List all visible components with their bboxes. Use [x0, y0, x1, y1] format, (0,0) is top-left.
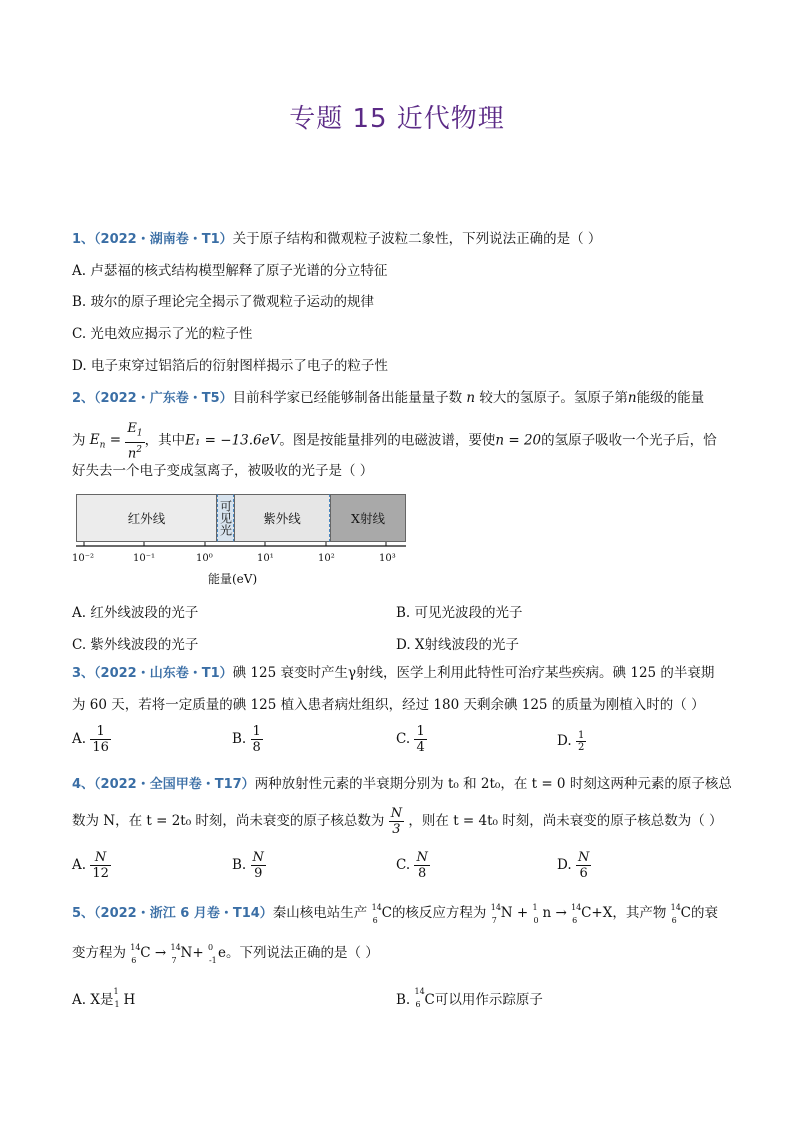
question-3-option-d[interactable]: D. $\frac{1}{2}$	[557, 730, 585, 753]
tick-label: 10⁰	[196, 553, 213, 564]
question-4-option-b[interactable]: B. $\frac{N}{9}$	[232, 850, 264, 881]
question-1-option-d[interactable]: D. 电子束穿过铝箔后的衍射图样揭示了电子的粒子性	[72, 358, 388, 374]
question-1-option-b[interactable]: B. 玻尔的原子理论完全揭示了微观粒子运动的规律	[72, 294, 375, 310]
question-2-stem-line-3: 好失去一个电子变成氢离子，被吸收的光子是（ ）	[72, 463, 374, 479]
question-2-stem-line-2: 为 $E_n$ = $\frac{E_1}{n^2}$ ，其中E₁ = −13.6eV。图是按能量排列的电磁波谱，要使n = 20的氢原子吸收一个光子后，恰	[72, 421, 717, 461]
question-3-stem-line-1: 3、（2022・山东卷・T1）碘 125 衰变时产生γ射线，医学上利用此特性可治疗某些疾病。碘 125 的半衰期	[72, 665, 715, 681]
question-4-stem-line-2: 数为 N，在 t = 2t₀ 时刻，尚未衰变的原子核总数为 $\frac{N}{3}$ ，则在 t = 4t₀ 时刻，尚未衰变的原子核总数为（ ）	[72, 806, 723, 837]
axis-label: 能量(eV)	[208, 572, 258, 586]
question-2-option-c[interactable]: C. 紫外线波段的光子	[72, 637, 199, 653]
question-1-stem: 1、（2022・湖南卷・T1）关于原子结构和微观粒子波粒二象性，下列说法正确的是（ ）	[72, 231, 602, 247]
question-2-stem-line-1: 2、（2022・广东卷・T5）目前科学家已经能够制备出能量量子数 n 较大的氢原子。氢原子第n能级的能量	[72, 390, 705, 406]
question-4-option-d[interactable]: D. $\frac{N}{6}$	[557, 850, 590, 881]
tick-label: 10²	[318, 553, 335, 564]
question-4-stem-line-1: 4、（2022・全国甲卷・T17）两种放射性元素的半衰期分别为 t₀ 和 2t₀，在 t = 0 时刻这两种元素的原子核总	[72, 776, 732, 792]
question-2-option-a[interactable]: A. 红外线波段的光子	[72, 605, 199, 621]
band-infrared: 红外线	[76, 494, 217, 542]
energy-formula: $\frac{E_1}{n^2}$	[127, 421, 143, 461]
question-2-option-b[interactable]: B. 可见光波段的光子	[396, 605, 523, 621]
question-1-source: 1、（2022・湖南卷・T1）	[72, 232, 233, 247]
band-ultraviolet: 紫外线	[234, 494, 330, 542]
question-2-option-d[interactable]: D. X射线波段的光子	[396, 637, 520, 653]
em-spectrum-diagram	[76, 494, 406, 542]
tick-label: 10⁻²	[72, 553, 95, 564]
question-1-option-c[interactable]: C. 光电效应揭示了光的粒子性	[72, 326, 253, 342]
tick-label: 10³	[379, 553, 396, 564]
question-5-option-a[interactable]: A. X是 1 1 H	[72, 987, 136, 1009]
question-3-option-b[interactable]: B. $\frac{1}{8}$	[232, 724, 261, 755]
band-xray: X射线	[330, 494, 406, 542]
question-3-source: 3、（2022・山东卷・T1）	[72, 666, 233, 681]
question-5-stem-line-2: 变方程为 14 6 C → 14 7 N+ 0 -1 e。下列说法正确的是（ ）	[72, 943, 379, 965]
question-5-source: 5、（2022・浙江 6 月卷・T14）	[72, 906, 273, 921]
question-5-option-b[interactable]: B. 14 6 C可以用作示踪原子	[396, 987, 543, 1009]
question-4-option-a[interactable]: A. $\frac{N}{12}$	[72, 850, 109, 881]
band-visible: 可见光	[217, 494, 234, 542]
spectrum-axis	[72, 540, 412, 554]
question-2-source: 2、（2022・广东卷・T5）	[72, 391, 233, 406]
question-3-option-c[interactable]: C. $\frac{1}{4}$	[396, 724, 425, 755]
question-3-option-a[interactable]: A. $\frac{1}{16}$	[72, 724, 109, 755]
tick-label: 10¹	[257, 553, 274, 564]
question-4-source: 4、（2022・全国甲卷・T17）	[72, 777, 255, 792]
page-title: 专题 15 近代物理	[289, 104, 505, 134]
tick-label: 10⁻¹	[133, 553, 156, 564]
question-5-stem-line-1: 5、（2022・浙江 6 月卷・T14）秦山核电站生产 14 6 C的核反应方程为 14 7 N + 1 0 n → 14 6 C+X，其产物 14 6 C的衰	[72, 903, 718, 925]
question-3-stem-line-2: 为 60 天，若将一定质量的碘 125 植入患者病灶组织，经过 180 天剩余碘 125 的质量为刚植入时的（ ）	[72, 697, 705, 713]
question-1-option-a[interactable]: A. 卢瑟福的核式结构模型解释了原子光谱的分立特征	[72, 263, 388, 279]
question-4-option-c[interactable]: C. $\frac{N}{8}$	[396, 850, 428, 881]
